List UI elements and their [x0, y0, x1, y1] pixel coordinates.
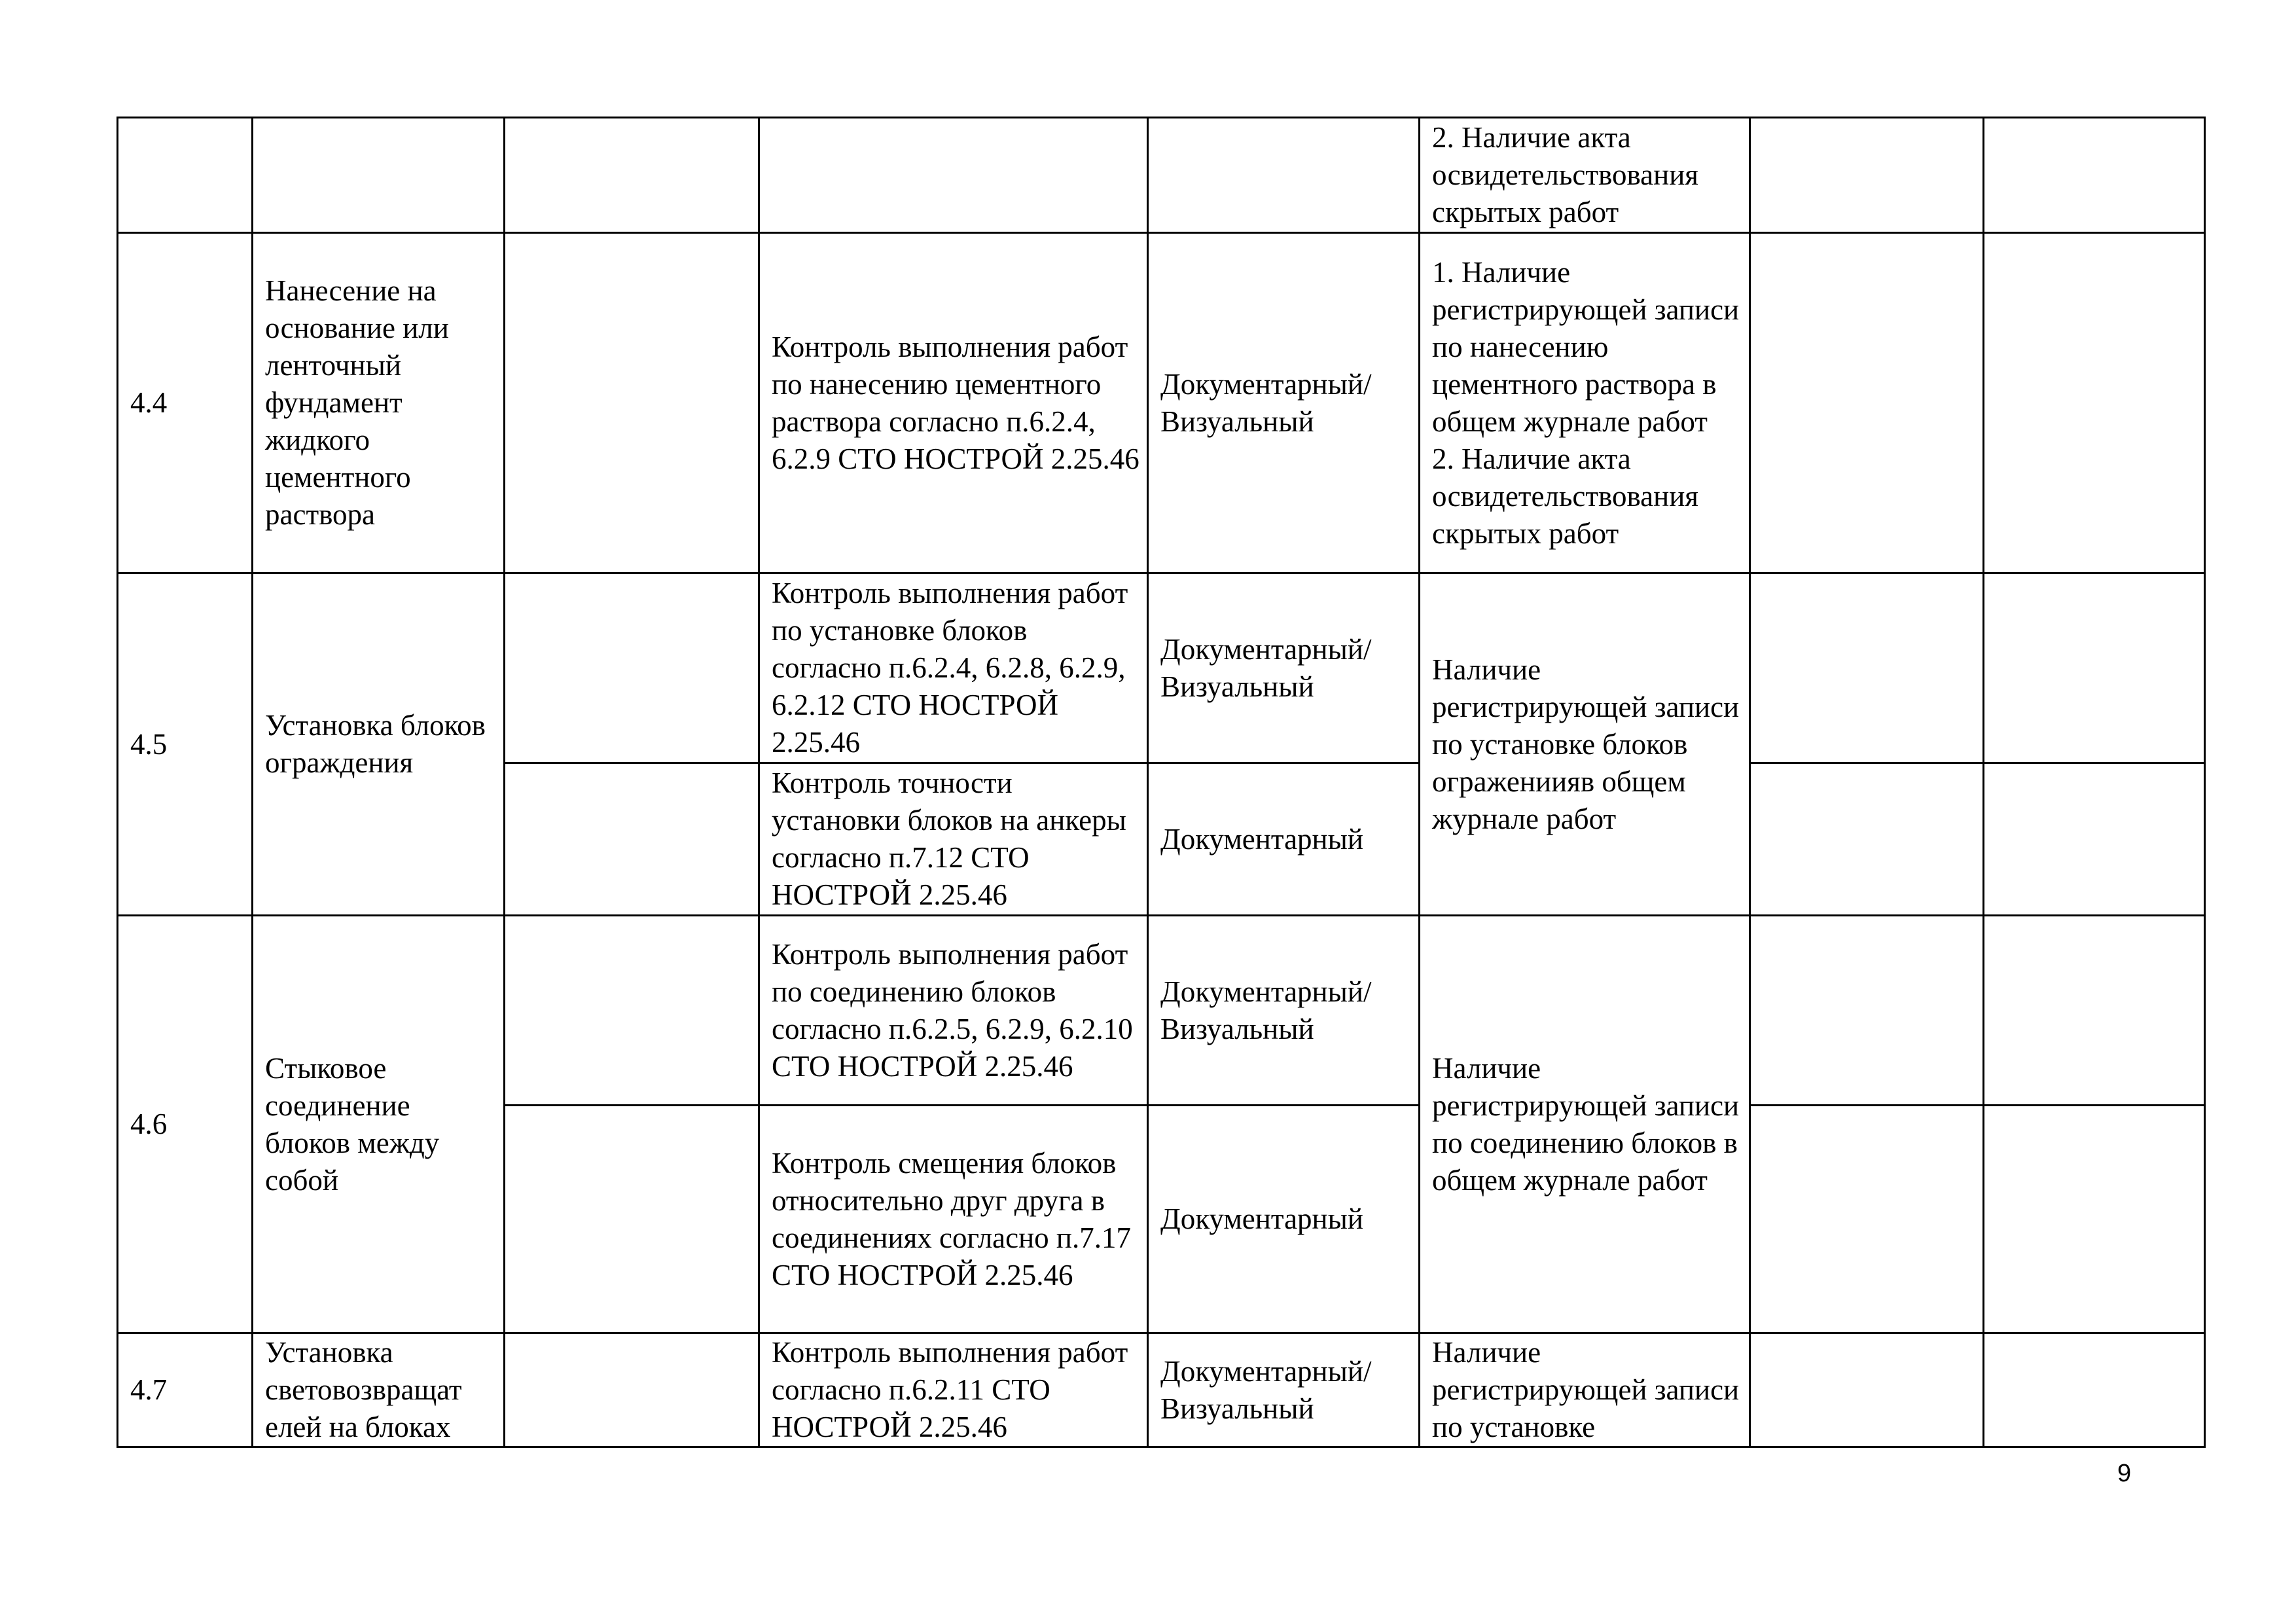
cell-control: Контроль выполнения работ по нанесению цементного раствора согласно п.6.2.4, 6.2.9 СТО НОСТРОЙ 2.25.46 — [759, 233, 1148, 573]
cell-empty — [1984, 763, 2205, 916]
cell-work-name: Стыковое соединение блоков между собой — [253, 916, 505, 1333]
table-row — [118, 233, 2205, 573]
cell-number: 4.7 — [118, 1333, 253, 1447]
cell-empty — [118, 118, 253, 233]
cell-empty — [1148, 118, 1420, 233]
cell-control: Контроль выполнения работ по соединению блоков согласно п.6.2.5, 6.2.9, 6.2.10 СТО НОСТРОЙ 2.25.46 — [759, 916, 1148, 1106]
cell-empty — [1750, 916, 1984, 1106]
cell-work-name: Установка блоков ограждения — [253, 573, 505, 916]
cell-method: Документарный/ Визуальный — [1148, 233, 1420, 573]
cell-work-name: Установка световозвращат елей на блоках — [253, 1333, 505, 1447]
cell-empty — [1984, 233, 2205, 573]
cell-method: Документарный/ Визуальный — [1148, 573, 1420, 763]
cell-method: Документарный/ Визуальный — [1148, 1333, 1420, 1447]
cell-empty — [1984, 916, 2205, 1106]
cell-empty — [505, 118, 759, 233]
cell-empty — [1984, 1333, 2205, 1447]
cell-empty — [759, 118, 1148, 233]
cell-control: Контроль выполнения работ согласно п.6.2.11 СТО НОСТРОЙ 2.25.46 — [759, 1333, 1148, 1447]
cell-empty — [505, 1106, 759, 1333]
cell-documentation: Наличие регистрирующей записи по установке блоков огражениияв общем журнале работ — [1420, 573, 1750, 916]
table-row — [118, 118, 2205, 233]
cell-documentation: Наличие регистрирующей записи по соединению блоков в общем журнале работ — [1420, 916, 1750, 1333]
cell-documentation: 1. Наличие регистрирующей записи по нанесению цементного раствора в общем журнале работ 2. Наличие акта освидетельствования скрытых работ — [1420, 233, 1750, 573]
cell-method: Документарный/ Визуальный — [1148, 916, 1420, 1106]
table-row — [118, 1333, 2205, 1447]
cell-empty — [253, 118, 505, 233]
cell-empty — [1984, 118, 2205, 233]
cell-empty — [1750, 233, 1984, 573]
cell-documentation: 2. Наличие акта освидетельствования скрытых работ — [1420, 118, 1750, 233]
cell-empty — [1984, 573, 2205, 763]
cell-empty — [1984, 1106, 2205, 1333]
cell-control: Контроль точности установки блоков на анкеры согласно п.7.12 СТО НОСТРОЙ 2.25.46 — [759, 763, 1148, 916]
cell-control: Контроль смещения блоков относительно друг друга в соединениях согласно п.7.17 СТО НОСТРОЙ 2.25.46 — [759, 1106, 1148, 1333]
cell-empty — [505, 763, 759, 916]
cell-work-name: Нанесение на основание или ленточный фундамент жидкого цементного раствора — [253, 233, 505, 573]
inspection-table — [117, 117, 2206, 1448]
cell-number: 4.5 — [118, 573, 253, 916]
cell-method: Документарный — [1148, 763, 1420, 916]
cell-empty — [1750, 118, 1984, 233]
page-number: 9 — [2117, 1460, 2132, 1487]
cell-documentation: Наличие регистрирующей записи по установке — [1420, 1333, 1750, 1447]
cell-empty — [1750, 1333, 1984, 1447]
cell-empty — [505, 573, 759, 763]
cell-empty — [505, 1333, 759, 1447]
cell-control: Контроль выполнения работ по установке блоков согласно п.6.2.4, 6.2.8, 6.2.9, 6.2.12 СТО НОСТРОЙ 2.25.46 — [759, 573, 1148, 763]
table-row — [118, 573, 2205, 763]
cell-number: 4.4 — [118, 233, 253, 573]
cell-empty — [1750, 763, 1984, 916]
cell-empty — [1750, 573, 1984, 763]
cell-empty — [505, 916, 759, 1106]
cell-method: Документарный — [1148, 1106, 1420, 1333]
cell-empty — [505, 233, 759, 573]
table-row — [118, 916, 2205, 1106]
cell-number: 4.6 — [118, 916, 253, 1333]
cell-empty — [1750, 1106, 1984, 1333]
